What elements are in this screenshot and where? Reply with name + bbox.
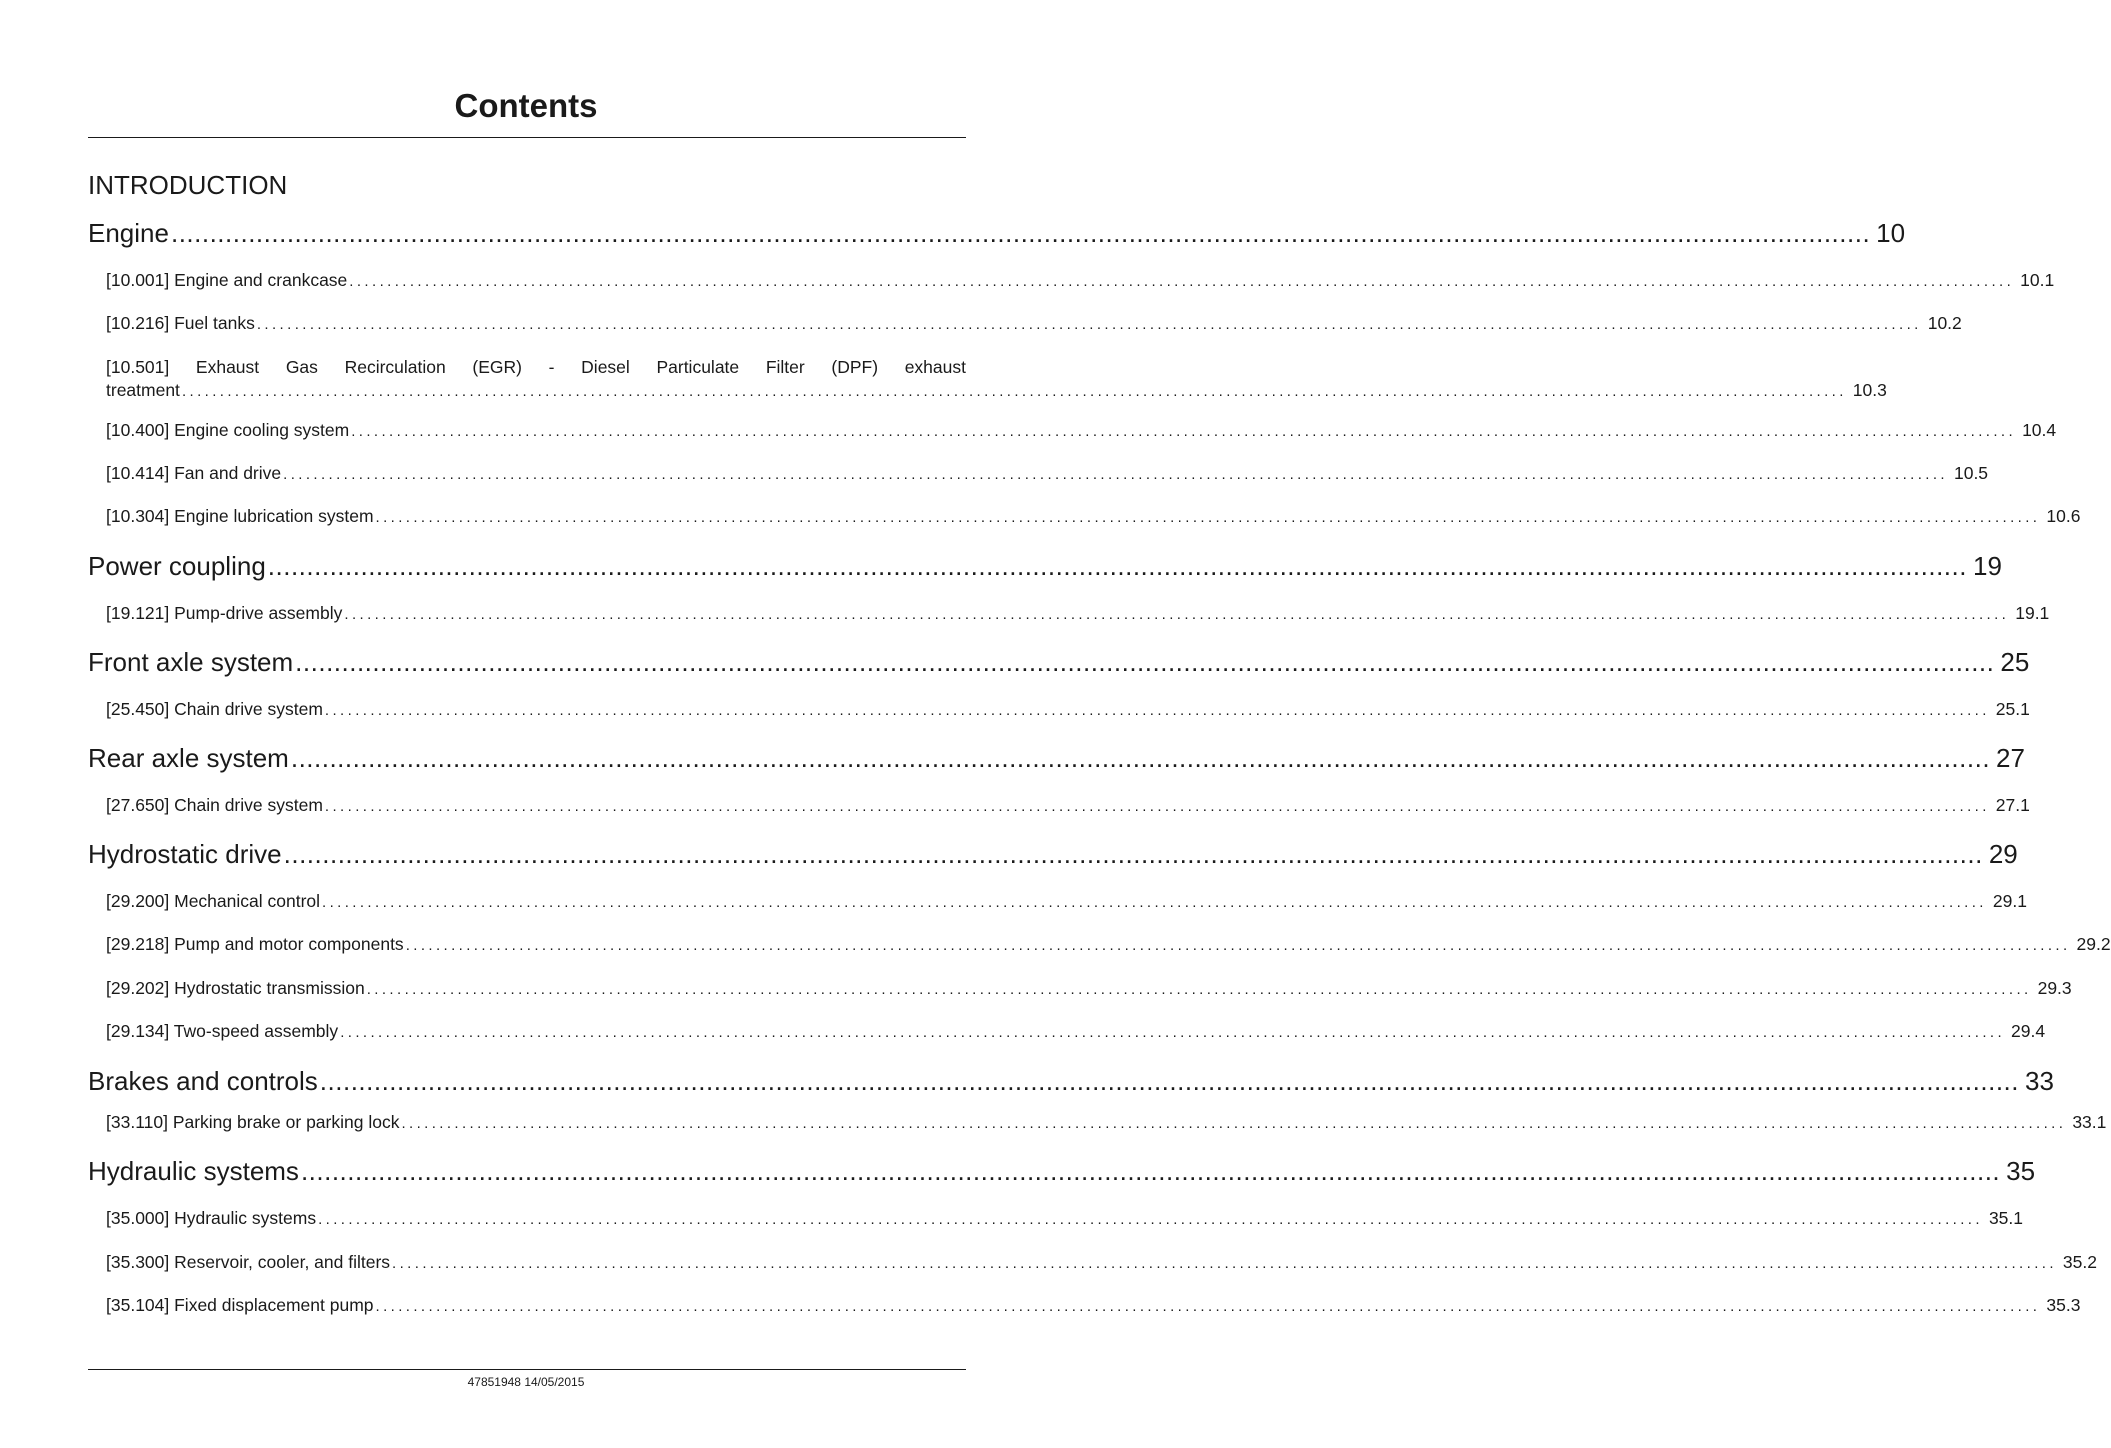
leader-dots: ............................................................................................................................................................................................................................ [340,1024,2006,1041]
toc-entry-page: 29.2 [2076,934,2111,954]
toc-section-title: Power coupling [88,551,266,581]
toc-entry-page: 10.6 [2046,506,2081,526]
toc-entry-label: [29.200] Mechanical control [106,891,321,911]
toc-entry-page: 35.3 [2046,1295,2081,1315]
toc-section-power-coupling[interactable] [88,549,2002,583]
leader-dots: ............................................................................................................................................................................................................................ [170,218,1871,248]
toc-entry[interactable] [106,602,2050,626]
toc-entry-label: [10.001] Engine and crankcase [106,270,348,290]
toc-entry-page: 10.5 [1953,463,1989,483]
toc-entry[interactable] [106,312,1962,336]
toc-entry-page: 29.4 [2011,1021,2046,1041]
toc-entry-label: [19.121] Pump-drive assembly [106,603,343,623]
toc-entry-label: [10.216] Fuel tanks [106,313,255,333]
toc-section-title: Hydrostatic drive [88,839,282,869]
leader-dots: ............................................................................................................................................................................................................................ [181,383,1847,400]
toc-entry[interactable] [106,1207,2024,1231]
toc-entry-page: 19.1 [2015,603,2050,623]
toc-section-title: Hydraulic systems [88,1156,299,1186]
leader-dots: ............................................................................................................................................................................................................................ [322,894,1987,911]
toc-entry-label: [29.134] Two-speed assembly [106,1021,339,1041]
leader-dots: ............................................................................................................................................................................................................................ [283,466,1948,483]
leader-dots: ............................................................................................................................................................................................................................ [405,937,2071,954]
toc-entry[interactable] [106,462,1989,486]
toc-entry-label: treatment [106,380,180,400]
toc-section-page: 29 [1988,839,2018,869]
footer-divider [88,1369,966,1370]
toc-entry-page: 29.3 [2037,978,2072,998]
leader-dots: ............................................................................................................................................................................................................................ [267,551,1967,581]
toc-section-brakes-and-controls[interactable] [88,1064,2054,1098]
leader-dots: ............................................................................................................................................................................................................................ [319,1066,2019,1096]
leader-dots: ............................................................................................................................................................................................................................ [324,798,1990,815]
toc-entry-label: [10.304] Engine lubrication system [106,506,374,526]
toc-entry[interactable] [106,1111,2107,1135]
toc-entry-page: 25.1 [1995,699,2030,719]
toc-section-hydrostatic-drive[interactable] [88,837,2018,871]
leader-dots: ............................................................................................................................................................................................................................ [349,273,2015,290]
toc-entry[interactable] [106,794,2030,818]
toc-entry-label: [29.218] Pump and motor components [106,934,404,954]
leader-dots: ............................................................................................................................................................................................................................ [375,509,2041,526]
leader-dots: ............................................................................................................................................................................................................................ [375,1298,2041,1315]
toc-entry-label: [35.104] Fixed displacement pump [106,1295,374,1315]
leader-dots: ............................................................................................................................................................................................................................ [283,839,1983,869]
toc-entry-page: 33.1 [2072,1112,2107,1132]
toc-entry[interactable] [106,379,1887,403]
header-divider [88,137,966,138]
leader-dots: ............................................................................................................................................................................................................................ [351,423,2017,440]
leader-dots: ............................................................................................................................................................................................................................ [401,1115,2067,1132]
toc-section-page: 27 [1996,743,2025,773]
toc-entry-label: [35.300] Reservoir, cooler, and filters [106,1252,391,1272]
toc-entry[interactable] [106,933,2111,957]
toc-section-page: 25 [2000,647,2030,677]
toc-entry-label: [10.414] Fan and drive [106,463,282,483]
toc-entry[interactable] [106,1020,2046,1044]
leader-dots: ............................................................................................................................................................................................................................ [300,1156,2001,1186]
toc-entry-page: 10.1 [2020,270,2055,290]
toc-entry[interactable] [106,419,2057,443]
toc-entry-page: 35.1 [1988,1208,2024,1228]
toc-entry-label: [33.110] Parking brake or parking lock [106,1112,400,1132]
toc-section-rear-axle-system[interactable] [88,741,2025,775]
leader-dots: ............................................................................................................................................................................................................................ [256,316,1922,333]
leader-dots: ............................................................................................................................................................................................................................ [344,606,2010,623]
toc-section-title: Brakes and controls [88,1066,318,1096]
toc-entry-label: [29.202] Hydrostatic transmission [106,978,365,998]
toc-entry-label: [10.400] Engine cooling system [106,420,350,440]
toc-entry-label: [25.450] Chain drive system [106,699,323,719]
leader-dots: ............................................................................................................................................................................................................................ [324,702,1990,719]
toc-entry[interactable] [106,1251,2097,1275]
leader-dots: ............................................................................................................................................................................................................................ [366,981,2032,998]
leader-dots: ............................................................................................................................................................................................................................ [392,1255,2057,1272]
toc-section-page: 19 [1972,551,2002,581]
toc-section-engine[interactable] [88,216,1906,250]
toc-introduction[interactable]: INTRODUCTION [88,170,288,200]
toc-entry-page: 29.1 [1992,891,2027,911]
toc-section-page: 33 [2025,1066,2054,1096]
toc-section-title: Front axle system [88,647,294,677]
toc-entry-wrapped-line[interactable]: [10.501] Exhaust Gas Recirculation (EGR) - Diesel Particulate Filter (DPF) exhaust [106,357,966,377]
toc-entry[interactable] [106,977,2072,1001]
toc-entry[interactable] [106,505,2081,529]
leader-dots: ............................................................................................................................................................................................................................ [290,743,1991,773]
page-title: Contents [454,87,598,124]
toc-section-hydraulic-systems[interactable] [88,1154,2036,1188]
toc-entry-page: 35.2 [2062,1252,2097,1272]
toc-section-front-axle-system[interactable] [88,645,2030,679]
toc-entry[interactable] [106,890,2027,914]
toc-entry-page: 10.2 [1927,313,1962,333]
toc-entry[interactable] [106,1294,2081,1318]
leader-dots: ............................................................................................................................................................................................................................ [318,1211,1983,1228]
toc-entry-page: 27.1 [1995,795,2030,815]
toc-entry-page: 10.4 [2022,420,2057,440]
toc-section-page: 10 [1876,218,1906,248]
document-id-date: 47851948 14/05/2015 [467,1375,585,1389]
toc-entry[interactable] [106,269,2055,293]
toc-section-page: 35 [2006,1156,2036,1186]
toc-section-title: Rear axle system [88,743,289,773]
leader-dots: ............................................................................................................................................................................................................................ [295,647,1995,677]
toc-entry-label: [27.650] Chain drive system [106,795,323,815]
toc-entry-label: [35.000] Hydraulic systems [106,1208,317,1228]
toc-entry[interactable] [106,698,2030,722]
toc-section-title: Engine [88,218,169,248]
toc-entry-page: 10.3 [1852,380,1887,400]
